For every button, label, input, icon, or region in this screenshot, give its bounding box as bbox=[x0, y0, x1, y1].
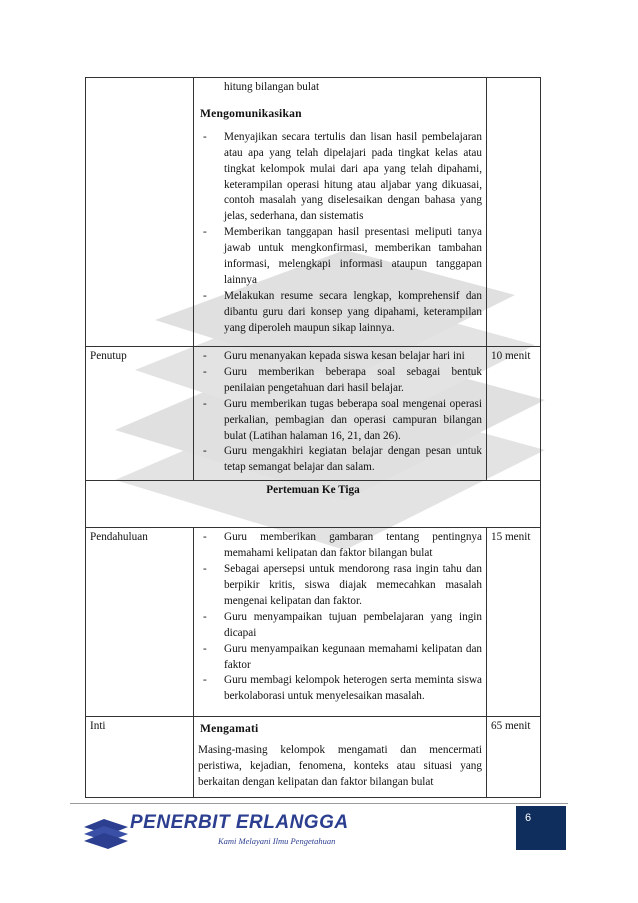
list-item: - Guru menanyakan kepada siswa kesan belajar hari ini bbox=[198, 349, 482, 365]
activity-list bbox=[198, 530, 482, 705]
activity-paragraph: Masing-masing kelompok mengamati dan mencermati peristiwa, kejadian, fenomena, konteks atau situasi yang berkaitan dengan kelipatan dan faktor bilangan bulat bbox=[198, 744, 482, 788]
time-cell: 65 menit bbox=[487, 717, 541, 798]
phase-cell: Penutup bbox=[86, 347, 194, 481]
list-item: - Melakukan resume secara lengkap, komprehensif dan dibantu guru dari konsep yang dipahami, keterampilan yang diperoleh maupun sikap lainnya. bbox=[198, 289, 482, 337]
activity-list bbox=[198, 130, 482, 337]
table-row bbox=[86, 528, 541, 717]
time-cell: 10 menit bbox=[487, 347, 541, 481]
activity-cell bbox=[194, 78, 487, 347]
section-heading: Mengamati bbox=[200, 722, 259, 736]
list-item: - Guru membagi kelompok heterogen serta meminta siswa berkolaborasi untuk menyelesaikan masalah. bbox=[198, 673, 482, 705]
publisher-name: PENERBIT ERLANGGA bbox=[130, 812, 349, 833]
page-number: 6 bbox=[525, 812, 532, 824]
list-item: - Sebagai apersepsi untuk mendorong rasa ingin tahu dan berpikir kritis, siswa diajak memecahkan masalah mengenai kelipatan dan faktor. bbox=[198, 562, 482, 610]
list-item: - Guru menyampaikan kegunaan memahami kelipatan dan faktor bbox=[198, 642, 482, 674]
table-row bbox=[86, 717, 541, 798]
activity-cell bbox=[194, 347, 487, 481]
list-item: - Menyajikan secara tertulis dan lisan hasil pembelajaran atau apa yang telah dipelajari pada tingkat kelas atau tingkat kelompok mulai dari apa yang telah dipahami, keterampilan operasi hitung atau aljabar yang dikuasai, contoh masalah yang diselesaikan dengan bahasa yang jelas, sederhana, dan sistematis bbox=[198, 130, 482, 225]
list-item: - Guru menyampaikan tujuan pembelajaran yang ingin dicapai bbox=[198, 610, 482, 642]
footer-divider bbox=[70, 803, 568, 804]
lesson-plan-table bbox=[85, 77, 541, 798]
page-number-box bbox=[516, 806, 566, 850]
list-item: - Guru memberikan beberapa soal sebagai bentuk penilaian pengetahuan dari hasil belajar. bbox=[198, 365, 482, 397]
list-item: - Guru memberikan gambaran tentang pentingnya memahami kelipatan dan faktor bilangan bulat bbox=[198, 530, 482, 562]
activity-cell bbox=[194, 717, 487, 798]
continuation-text: hitung bilangan bulat bbox=[224, 81, 320, 93]
section-heading: Mengomunikasikan bbox=[200, 106, 302, 120]
publisher-tagline: Kami Melayani Ilmu Pengetahuan bbox=[218, 836, 336, 846]
list-item: - Guru memberikan tugas beberapa soal mengenai operasi perkalian, pembagian dan operasi campuran bilangan bulat (Latihan halaman 16, 21, dan 26). bbox=[198, 397, 482, 445]
table-row bbox=[86, 78, 541, 347]
table-row bbox=[86, 347, 541, 481]
meeting-title: Pertemuan Ke Tiga bbox=[86, 481, 541, 528]
activity-list bbox=[198, 349, 482, 476]
time-cell: 15 menit bbox=[487, 528, 541, 717]
activity-cell bbox=[194, 528, 487, 717]
phase-cell: Pendahuluan bbox=[86, 528, 194, 717]
list-item: - Guru mengakhiri kegiatan belajar dengan pesan untuk tetap semangat belajar dan salam. bbox=[198, 444, 482, 476]
table-row bbox=[86, 481, 541, 528]
list-item: - Memberikan tanggapan hasil presentasi meliputi tanya jawab untuk mengkonfirmasi, memberikan tambahan informasi, melengkapi informasi ataupun tanggapan lainnya bbox=[198, 225, 482, 289]
phase-cell: Inti bbox=[86, 717, 194, 798]
phase-cell bbox=[86, 78, 194, 347]
time-cell bbox=[487, 78, 541, 347]
